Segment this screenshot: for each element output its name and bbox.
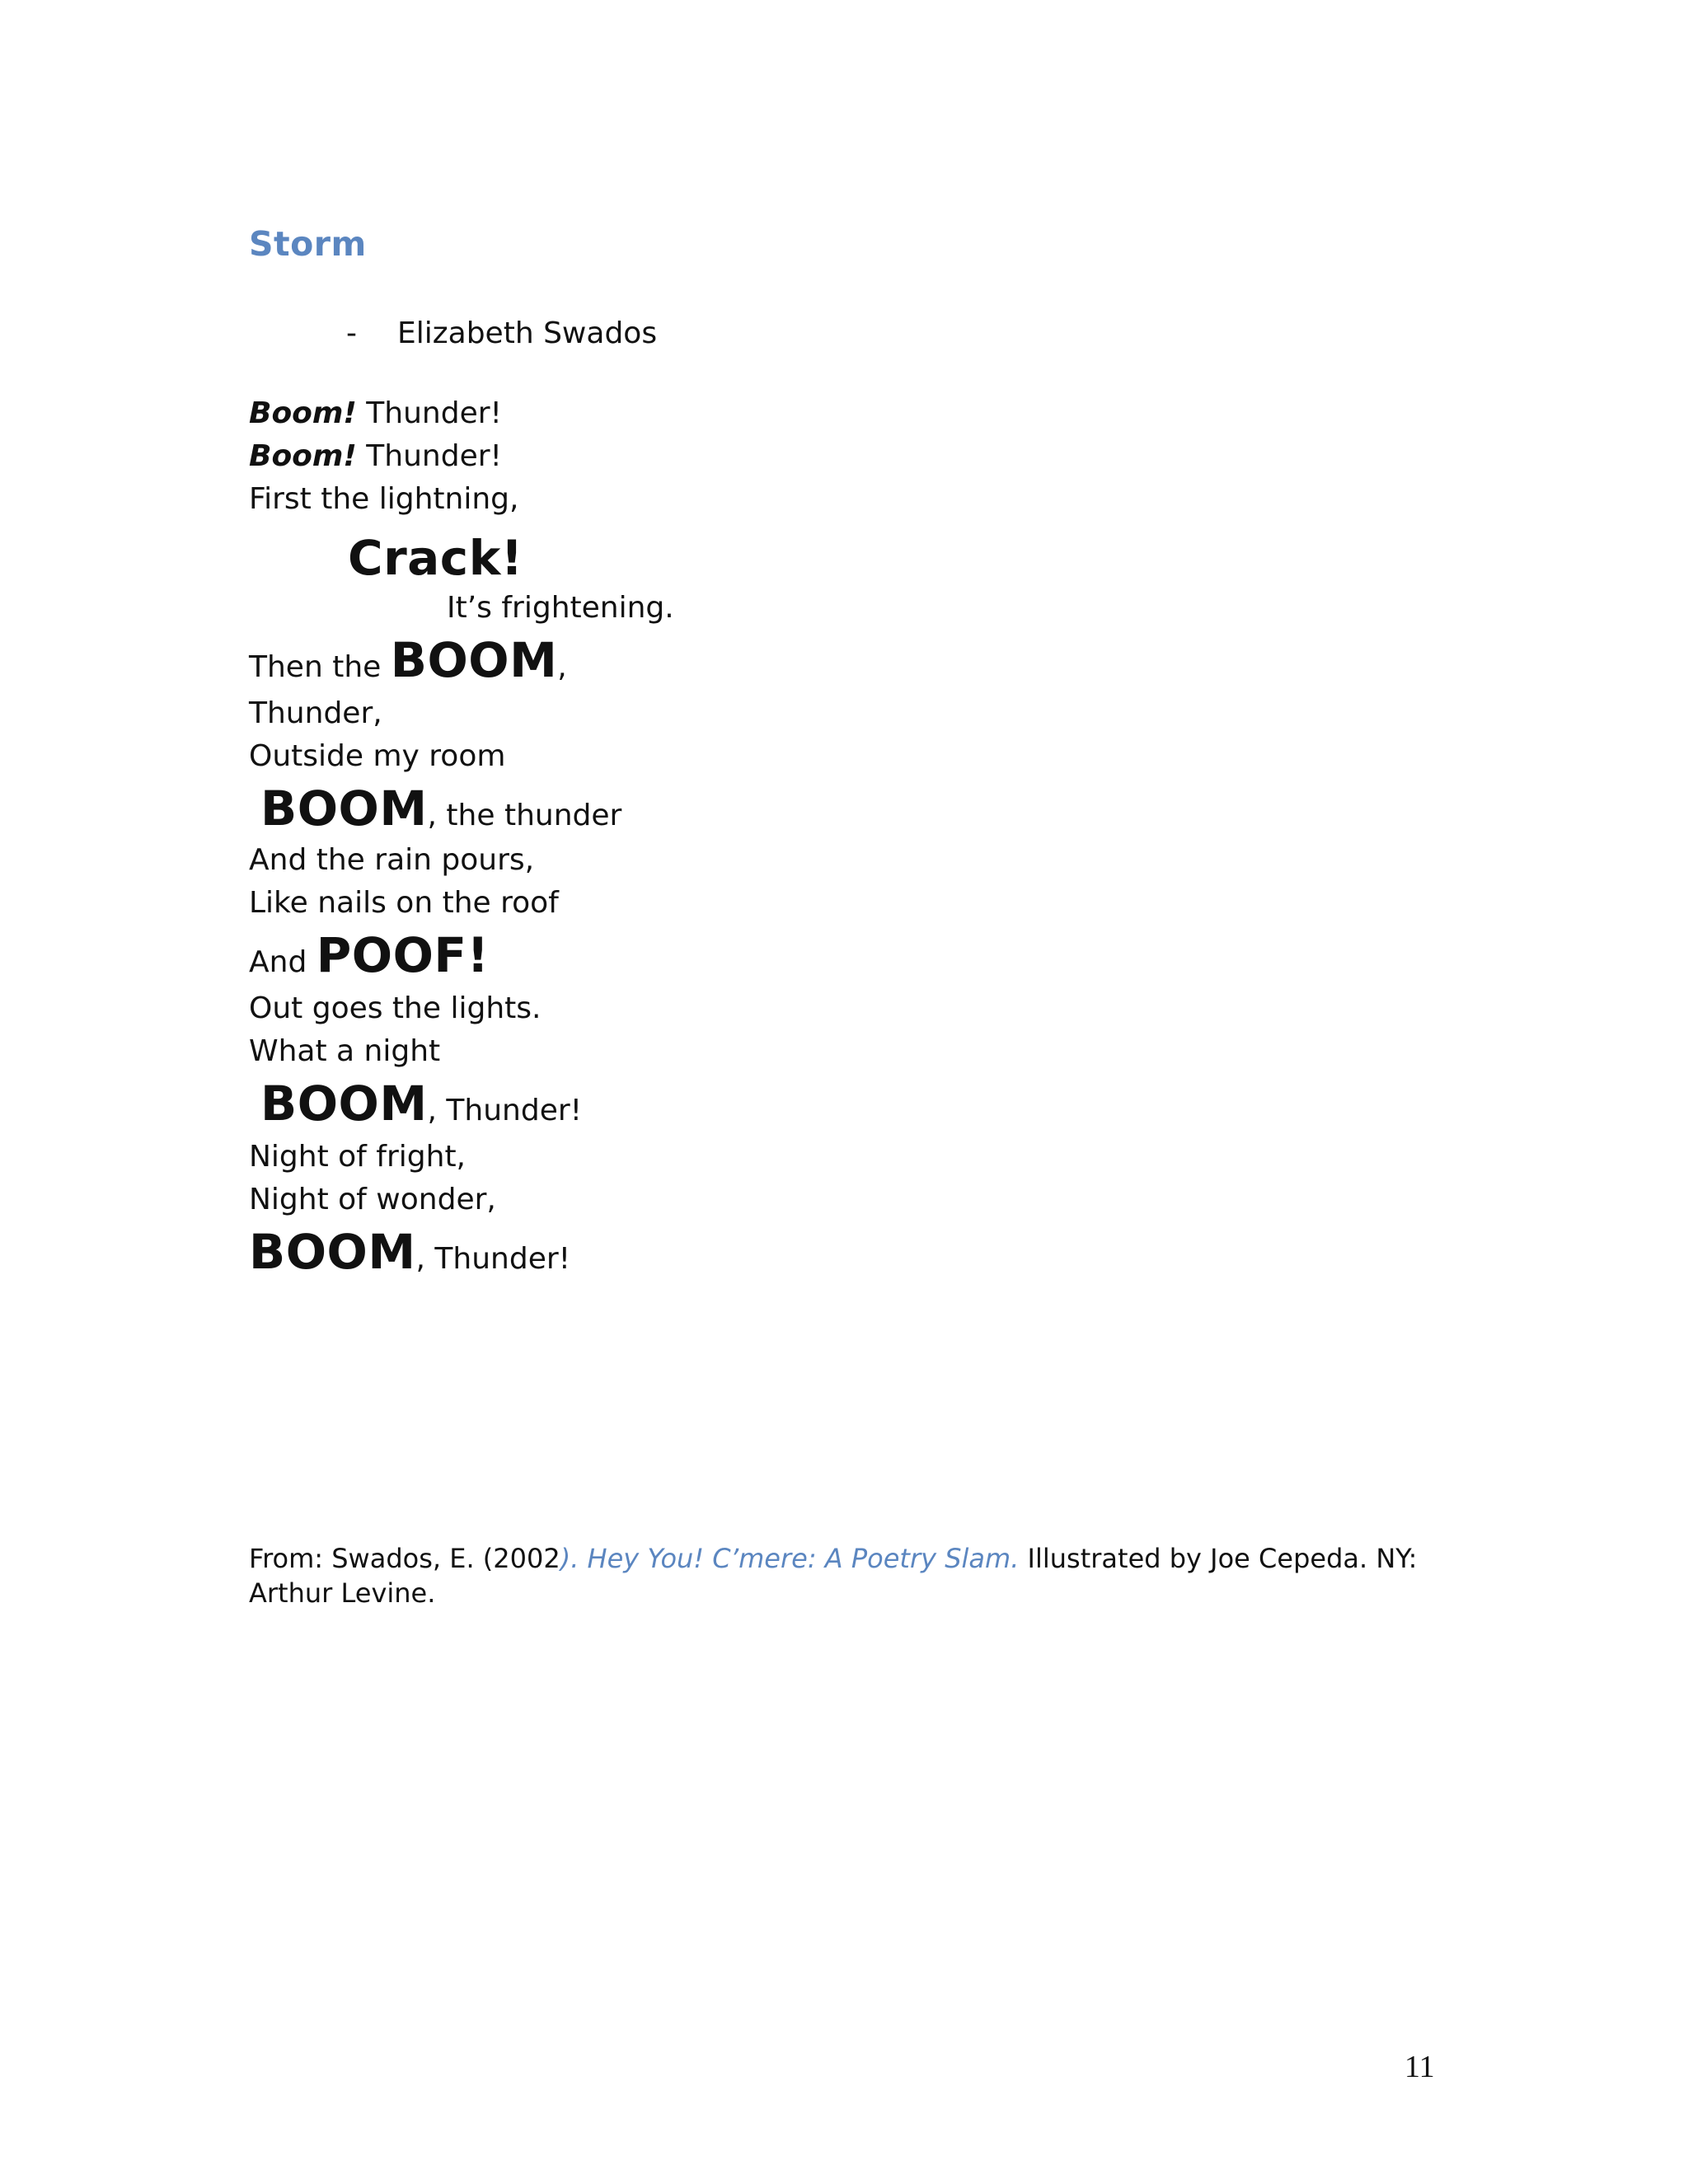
poem-line: Thunder,	[249, 696, 382, 730]
poem-text: , Thunder!	[427, 1094, 583, 1127]
poem-line: It’s frightening.	[447, 591, 674, 625]
citation-publisher: Illustrated by Joe Cepeda. NY: Arthur Levine.	[249, 1543, 1418, 1609]
poem-text: ,	[557, 650, 567, 684]
poem-line: What a night	[249, 1034, 441, 1068]
poem-text: , the thunder	[427, 799, 622, 832]
poem-text: And	[249, 945, 316, 979]
poem-line: Night of fright,	[249, 1140, 467, 1174]
poem-author	[346, 316, 657, 350]
poem-boom: BOOM	[390, 632, 558, 688]
poem-line: And the rain pours,	[249, 843, 535, 877]
poem-line: Outside my room	[249, 739, 506, 773]
source-citation	[249, 1541, 1419, 1610]
page-number: 11	[1404, 2050, 1435, 2084]
citation-book-title: ). Hey You! C’mere: A Poetry Slam.	[560, 1543, 1020, 1574]
poem-line	[249, 439, 502, 473]
poem-poof: POOF!	[316, 927, 490, 983]
poem-line: Night of wonder,	[249, 1183, 496, 1216]
poem-title: Storm	[249, 224, 367, 264]
poem-line	[249, 396, 502, 430]
poem-line	[260, 780, 622, 837]
poem-line: Out goes the lights.	[249, 991, 542, 1025]
poem-line	[260, 1076, 583, 1132]
author-name: Elizabeth Swados	[397, 316, 658, 350]
poem-emphasis: Boom!	[249, 396, 357, 430]
poem-text: Thunder!	[356, 439, 502, 473]
poem-line: First the lightning,	[249, 482, 519, 516]
citation-author: From: Swados, E. (2002	[249, 1543, 560, 1574]
poem-line	[249, 632, 567, 688]
poem-line	[249, 1224, 571, 1280]
poem-line	[249, 927, 490, 983]
poem-text: Then the	[249, 650, 391, 684]
poem-boom: BOOM	[260, 1076, 428, 1132]
poem-line: Like nails on the roof	[249, 886, 559, 920]
poem-emphasis: Boom!	[249, 439, 357, 473]
poem-text: Thunder!	[356, 396, 502, 430]
poem-text: , Thunder!	[415, 1242, 571, 1276]
poem-boom: BOOM	[249, 1224, 416, 1280]
author-dash: -	[346, 316, 357, 350]
poem-boom: BOOM	[260, 780, 428, 837]
poem-line-crack: Crack!	[348, 530, 523, 586]
